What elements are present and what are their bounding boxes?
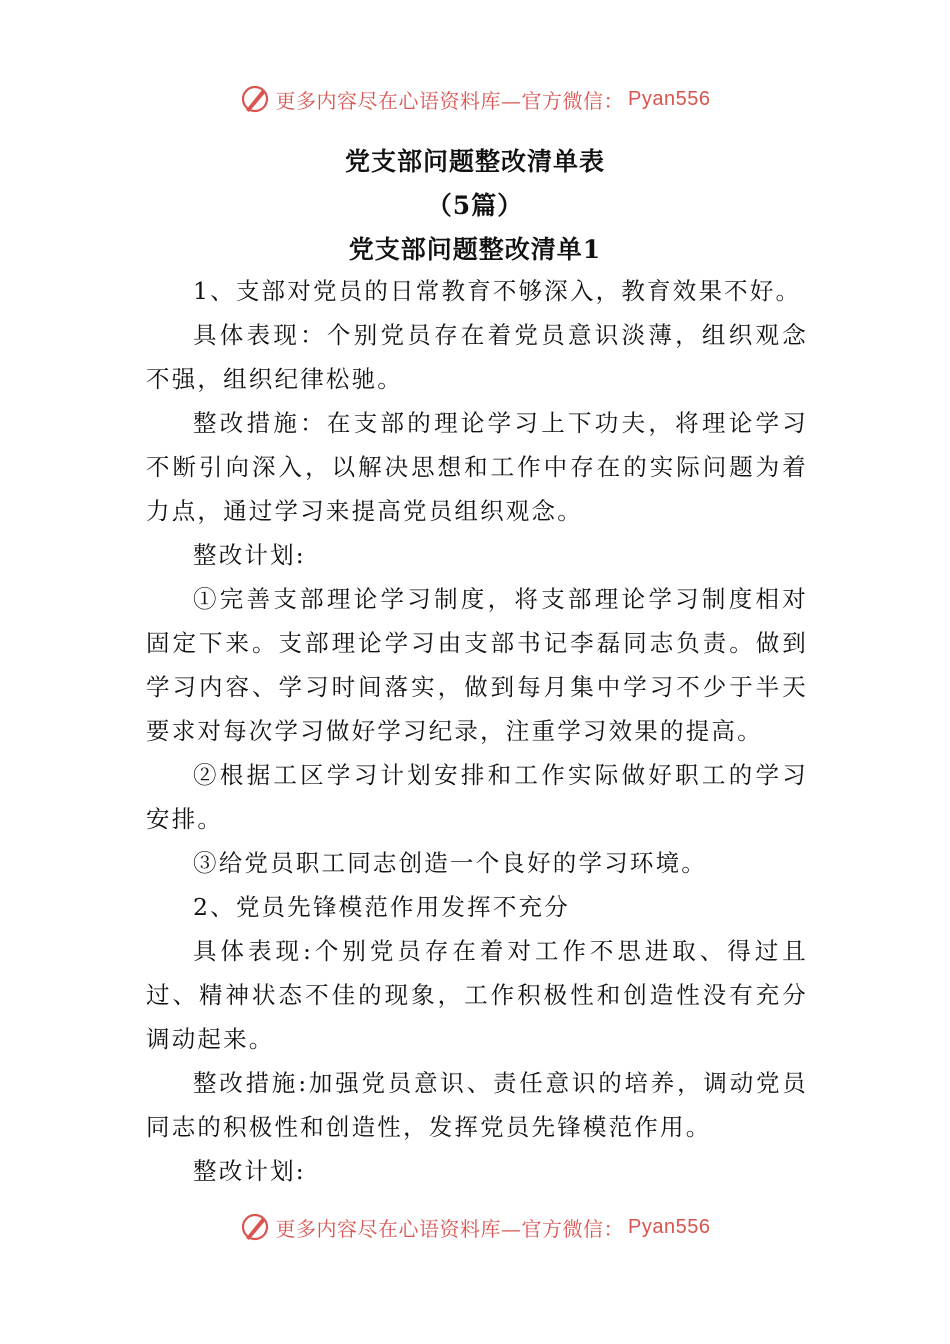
watermark-text: 更多内容尽在心语资料库—官方微信： (275, 88, 625, 113)
paragraph: 整改措施：在支部的理论学习上下功夫，将理论学习不断引向深入，以解决思想和工作中存在的实际问题为着力点，通过学习来提高党员组织观念。 (146, 409, 808, 525)
paragraph: 整改措施:加强党员意识、责任意识的培养，调动党员同志的积极性和创造性，发挥党员先锋模范作用。 (146, 1069, 808, 1141)
document-body (146, 269, 808, 1193)
watermark-text: 更多内容尽在心语资料库—官方微信： (275, 1216, 625, 1241)
pen-logo-icon (240, 84, 270, 114)
watermark-id: Pyan556 (628, 1215, 711, 1238)
paragraph: ①完善支部理论学习制度，将支部理论学习制度相对固定下来。支部理论学习由支部书记李磊同志负责。做到学习内容、学习时间落实，做到每月集中学习不少于半天要求对每次学习做好学习纪录，注重学习效果的提高。 (146, 585, 808, 745)
footer-watermark (0, 1212, 950, 1242)
watermark-id: Pyan556 (628, 87, 711, 110)
paragraph: ②根据工区学习计划安排和工作实际做好职工的学习安排。 (146, 761, 808, 833)
paragraph: 具体表现:个别党员存在着对工作不思进取、得过且过、精神状态不佳的现象，工作积极性和创造性没有充分调动起来。 (146, 937, 808, 1053)
document-subtitle: （5篇） (426, 191, 524, 220)
paragraph: 整改计划: (193, 1157, 306, 1185)
paragraph: 整改计划: (193, 541, 306, 569)
header-watermark (0, 84, 950, 114)
paragraph: 1、支部对党员的日常教育不够深入，教育效果不好。 (193, 277, 802, 305)
paragraph: ③给党员职工同志创造一个良好的学习环境。 (193, 849, 707, 877)
pen-logo-icon (240, 1212, 270, 1242)
document-title: 党支部问题整改清单表 (344, 147, 605, 176)
paragraph: 具体表现：个别党员存在着党员意识淡薄，组织观念不强，组织纪律松驰。 (146, 321, 808, 393)
section-title: 党支部问题整改清单1 (348, 235, 602, 264)
paragraph: 2、党员先锋模范作用发挥不充分 (193, 893, 570, 921)
